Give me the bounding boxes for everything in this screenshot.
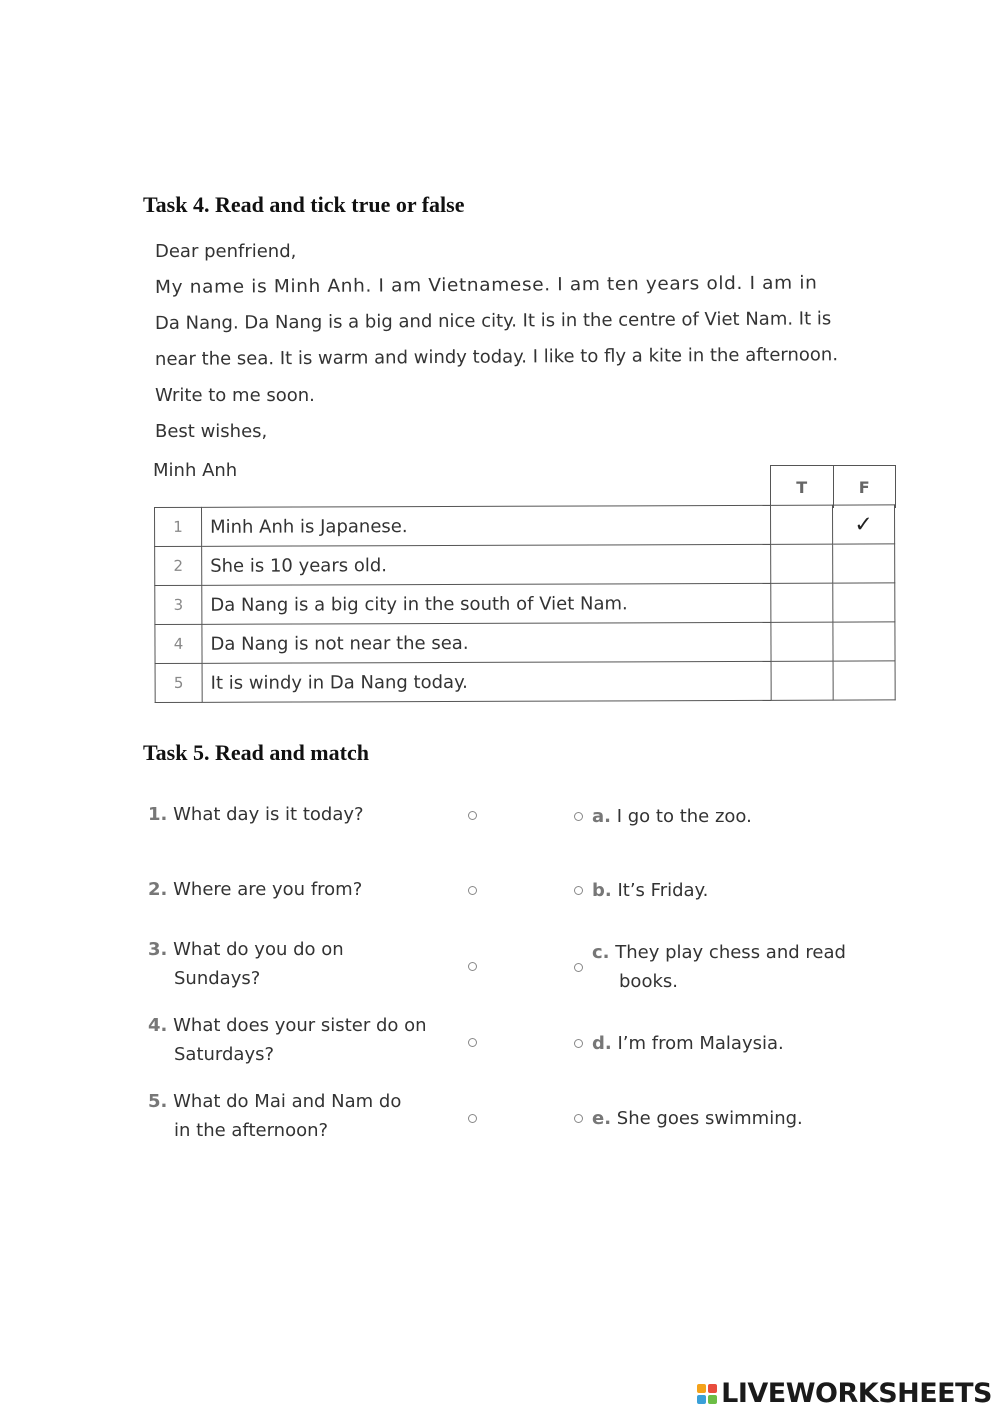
true-box[interactable] <box>771 544 833 583</box>
row-statement: Minh Anh is Japanese. <box>202 505 771 546</box>
answer-letter: e. <box>592 1108 612 1129</box>
answer-d <box>592 1029 892 1058</box>
logo-square <box>697 1384 706 1393</box>
table-row <box>155 505 895 547</box>
question-number: 2. <box>148 879 168 900</box>
answer-c-dot[interactable] <box>574 963 583 972</box>
false-box[interactable] <box>833 544 895 583</box>
question-2-dot[interactable] <box>468 886 477 895</box>
answer-text: I go to the zoo. <box>616 806 752 827</box>
row-statement: Da Nang is a big city in the south of Viet Nam. <box>202 583 771 624</box>
table-row <box>155 583 895 625</box>
true-box[interactable] <box>771 583 833 622</box>
logo-text: LIVEWORKSHEETS <box>721 1378 992 1409</box>
logo-square <box>708 1395 717 1404</box>
logo-square <box>708 1384 717 1393</box>
question-text: Where are you from? <box>173 879 363 900</box>
question-5-dot[interactable] <box>468 1114 477 1123</box>
col-false-header: F <box>858 477 870 497</box>
question-5 <box>148 1087 463 1145</box>
answer-e <box>592 1104 892 1133</box>
letter-text <box>155 234 895 450</box>
question-4-dot[interactable] <box>468 1038 477 1047</box>
answer-text: She goes swimming. <box>616 1108 803 1129</box>
logo-mark-icon <box>697 1384 717 1404</box>
answer-c <box>592 938 892 996</box>
task5-heading: Task 5. Read and match <box>143 740 369 765</box>
answer-letter: c. <box>592 942 610 963</box>
task4-heading: Task 4. Read and tick true or false <box>143 192 465 217</box>
true-box[interactable] <box>771 661 833 700</box>
question-text-cont: Sundays? <box>174 968 261 989</box>
row-number: 5 <box>155 663 202 702</box>
letter-greeting: Dear penfriend, <box>155 241 297 262</box>
row-number: 2 <box>155 546 202 585</box>
question-text-cont: in the afternoon? <box>174 1120 329 1141</box>
question-text: What do Mai and Nam do <box>173 1091 402 1112</box>
question-number: 3. <box>148 939 168 960</box>
row-statement: Da Nang is not near the sea. <box>202 622 771 663</box>
row-statement: She is 10 years old. <box>202 544 771 585</box>
answer-a <box>592 802 892 831</box>
false-box[interactable]: ✓ <box>832 505 894 544</box>
question-3-dot[interactable] <box>468 962 477 971</box>
question-text: What do you do on <box>173 939 344 960</box>
answer-text-cont: books. <box>619 971 678 992</box>
liveworksheets-logo <box>697 1378 992 1409</box>
answer-e-dot[interactable] <box>574 1114 583 1123</box>
letter-closing-2: Best wishes, <box>155 421 268 442</box>
question-text-cont: Saturdays? <box>174 1044 275 1065</box>
row-statement: It is windy in Da Nang today. <box>202 661 771 702</box>
tf-header <box>770 465 896 508</box>
row-number: 1 <box>155 507 202 546</box>
answer-b-dot[interactable] <box>574 886 583 895</box>
col-true-header: T <box>771 466 834 508</box>
answer-text: I’m from Malaysia. <box>617 1033 784 1054</box>
question-2 <box>148 875 463 904</box>
letter-signature: Minh Anh <box>153 460 238 481</box>
question-text: What day is it today? <box>173 804 364 825</box>
letter-line-1: My name is Minh Anh. I am Vietnamese. I am ten years old. I am in <box>154 272 818 298</box>
row-number: 3 <box>155 585 202 624</box>
true-false-table <box>154 504 896 703</box>
question-1-dot[interactable] <box>468 811 477 820</box>
question-4 <box>148 1011 463 1069</box>
question-3 <box>148 935 463 993</box>
true-box[interactable] <box>770 505 832 544</box>
answer-letter: b. <box>592 880 612 901</box>
false-box[interactable] <box>833 661 895 700</box>
table-row <box>155 661 895 703</box>
question-number: 4. <box>148 1015 168 1036</box>
letter-closing-1: Write to me soon. <box>155 385 315 406</box>
letter-line-3: near the sea. It is warm and windy today. I like to fly a kite in the afternoon. <box>154 344 839 370</box>
question-1 <box>148 800 463 829</box>
answer-d-dot[interactable] <box>574 1039 583 1048</box>
false-box[interactable] <box>833 622 895 661</box>
table-row <box>155 544 895 586</box>
table-row <box>155 622 895 664</box>
question-number: 1. <box>148 804 168 825</box>
answer-b <box>592 876 892 905</box>
row-number: 4 <box>155 624 202 663</box>
answer-text: They play chess and read <box>615 942 846 963</box>
letter-line-2: Da Nang. Da Nang is a big and nice city. It is in the centre of Viet Nam. It is <box>154 308 832 334</box>
answer-a-dot[interactable] <box>574 812 583 821</box>
logo-square <box>697 1395 706 1404</box>
question-number: 5. <box>148 1091 168 1112</box>
true-box[interactable] <box>771 622 833 661</box>
answer-letter: d. <box>592 1033 612 1054</box>
false-box[interactable] <box>833 583 895 622</box>
answer-letter: a. <box>592 806 611 827</box>
question-text: What does your sister do on <box>173 1015 427 1036</box>
answer-text: It’s Friday. <box>617 880 709 901</box>
